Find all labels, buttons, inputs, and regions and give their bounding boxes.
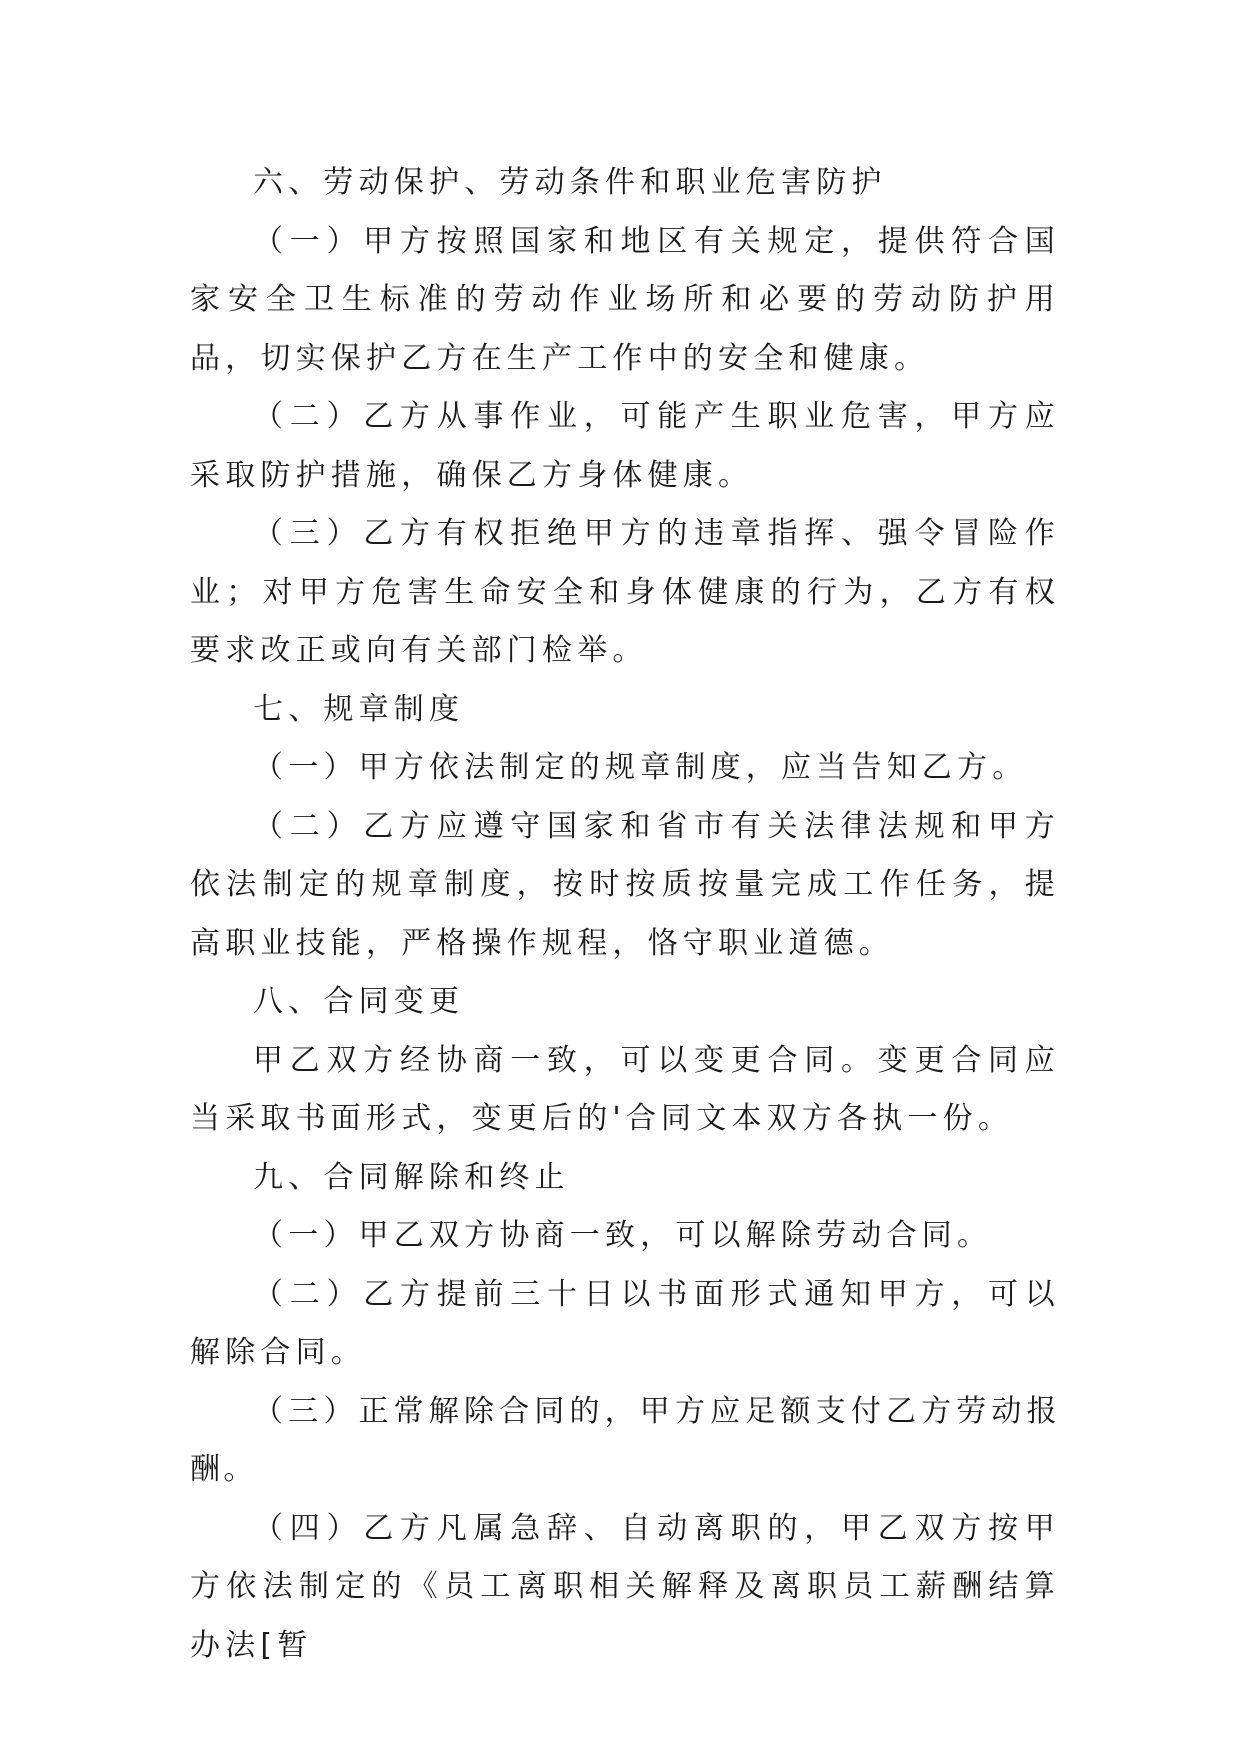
clause-6-2: （二）乙方从事作业，可能产生职业危害，甲方应采取防护措施，确保乙方身体健康。 <box>190 399 1060 493</box>
clause-9-2: （二）乙方提前三十日以书面形式通知甲方，可以解除合同。 <box>190 1276 1060 1370</box>
section-heading-termination: 九、合同解除和终止 <box>253 1159 570 1195</box>
clause-6-1: （一）甲方按照国家和地区有关规定，提供符合国家安全卫生标准的劳动作业场所和必要的劳动防护用品，切实保护乙方在生产工作中的安全和健康。 <box>190 223 1060 376</box>
clause-8: 甲乙双方经协商一致，可以变更合同。变更合同应当采取书面形式，变更后的'合同文本双方各执一份。 <box>190 1042 1060 1136</box>
clause-7-1: （一）甲方依法制定的规章制度，应当告知乙方。 <box>253 750 1028 785</box>
clause-9-3: （三）正常解除合同的，甲方应足额支付乙方劳动报酬。 <box>190 1393 1060 1487</box>
section-heading-labor-protection: 六、劳动保护、劳动条件和职业危害防护 <box>253 165 887 200</box>
clause-9-4: （四）乙方凡属急辞、自动离职的，甲乙双方按甲方依法制定的《员工离职相关解释及离职员工薪酬结算办法[暂 <box>190 1510 1060 1663</box>
section-heading-rules: 七、规章制度 <box>253 691 465 727</box>
clause-7-2: （二）乙方应遵守国家和省市有关法律法规和甲方依法制定的规章制度，按时按质按量完成工作任务，提高职业技能，严格操作规程，恪守职业道德。 <box>190 808 1060 961</box>
clause-6-3: （三）乙方有权拒绝甲方的违章指挥、强令冒险作业；对甲方危害生命安全和身体健康的行为，乙方有权要求改正或向有关部门检举。 <box>190 516 1060 668</box>
document-body <box>190 154 1060 1675</box>
section-heading-contract-change: 八、合同变更 <box>253 984 465 1019</box>
clause-9-1: （一）甲乙双方协商一致，可以解除劳动合同。 <box>253 1218 993 1253</box>
